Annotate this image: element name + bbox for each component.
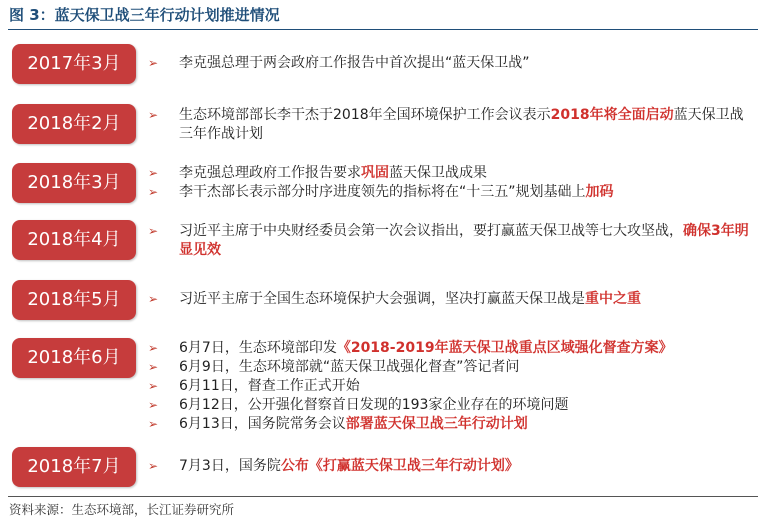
- date-badge: 2018年4月: [12, 220, 136, 260]
- date-badge: 2018年6月: [12, 338, 136, 378]
- event-item: [148, 339, 752, 358]
- event-text: 李克强总理于两会政府工作报告中首次提出“蓝天保卫战”: [179, 55, 530, 71]
- arrow-bullet-icon: ➢: [148, 292, 159, 306]
- event-text: 6月7日，生态环境部印发: [179, 340, 337, 356]
- source-divider: [8, 496, 758, 497]
- arrow-bullet-icon: ➢: [148, 459, 159, 473]
- title-divider: [8, 29, 758, 30]
- event-text: 习近平主席于全国生态环境保护大会强调，坚决打赢蓝天保卫战是: [179, 291, 585, 307]
- arrow-bullet-icon: ➢: [148, 224, 159, 238]
- event-list: [148, 164, 752, 202]
- event-text: 6月13日，国务院常务会议: [179, 416, 346, 432]
- event-item: [148, 415, 752, 434]
- arrow-bullet-icon: ➢: [148, 417, 159, 431]
- highlight-text: 《2018-2019年蓝天保卫战重点区域强化督查方案》: [336, 340, 673, 356]
- arrow-bullet-icon: ➢: [148, 185, 159, 199]
- highlight-text: 确保3年明显见效: [179, 223, 749, 258]
- event-list: [148, 290, 752, 309]
- highlight-text: 加码: [585, 184, 614, 200]
- date-badge: 2018年7月: [12, 447, 136, 487]
- event-list: [148, 457, 752, 476]
- event-text: 6月12日，公开强化督察首日发现的193家企业存在的环境问题: [179, 397, 569, 413]
- event-list: [148, 106, 752, 144]
- event-list: [148, 339, 752, 434]
- event-list: [148, 222, 752, 260]
- arrow-bullet-icon: ➢: [148, 108, 159, 122]
- event-item: [148, 358, 752, 377]
- arrow-bullet-icon: ➢: [148, 398, 159, 412]
- arrow-bullet-icon: ➢: [148, 379, 159, 393]
- date-badge: 2017年3月: [12, 44, 136, 84]
- event-text: 7月3日，国务院: [179, 458, 281, 474]
- event-text: 蓝天保卫战三年作战计划: [179, 107, 744, 142]
- event-item: [148, 164, 752, 183]
- event-text: 李干杰部长表示部分时序进度领先的指标将在“十三五”规划基础上: [179, 184, 586, 200]
- highlight-text: 公布《打赢蓝天保卫战三年行动计划》: [280, 458, 519, 474]
- date-badge: 2018年2月: [12, 104, 136, 144]
- event-item: [148, 222, 752, 260]
- date-badge: 2018年3月: [12, 163, 136, 203]
- event-item: [148, 106, 752, 144]
- event-list: [148, 54, 752, 73]
- event-item: [148, 457, 752, 476]
- arrow-bullet-icon: ➢: [148, 56, 159, 70]
- event-text: 李克强总理政府工作报告要求: [179, 165, 361, 181]
- event-item: [148, 54, 752, 73]
- event-text: 6月9日，生态环境部就“蓝天保卫战强化督查”答记者问: [179, 359, 520, 375]
- event-text: 蓝天保卫战成果: [389, 165, 487, 181]
- event-text: 6月11日，督查工作正式开始: [179, 378, 360, 394]
- highlight-text: 部署蓝天保卫战三年行动计划: [345, 416, 528, 432]
- highlight-text: 2018年将全面启动: [550, 107, 674, 123]
- event-text: 习近平主席于中央财经委员会第一次会议指出，要打赢蓝天保卫战等七大攻坚战，: [179, 223, 683, 239]
- event-item: [148, 183, 752, 202]
- event-item: [148, 396, 752, 415]
- arrow-bullet-icon: ➢: [148, 360, 159, 374]
- figure-title: 图 3：蓝天保卫战三年行动计划推进情况: [9, 6, 280, 24]
- highlight-text: 巩固: [361, 165, 389, 181]
- arrow-bullet-icon: ➢: [148, 166, 159, 180]
- arrow-bullet-icon: ➢: [148, 341, 159, 355]
- event-item: [148, 377, 752, 396]
- source-note: 资料来源：生态环境部，长江证券研究所: [9, 502, 235, 517]
- highlight-text: 重中之重: [585, 291, 641, 307]
- event-item: [148, 290, 752, 309]
- date-badge: 2018年5月: [12, 280, 136, 320]
- event-text: 生态环境部部长李干杰于2018年全国环境保护工作会议表示: [179, 107, 551, 123]
